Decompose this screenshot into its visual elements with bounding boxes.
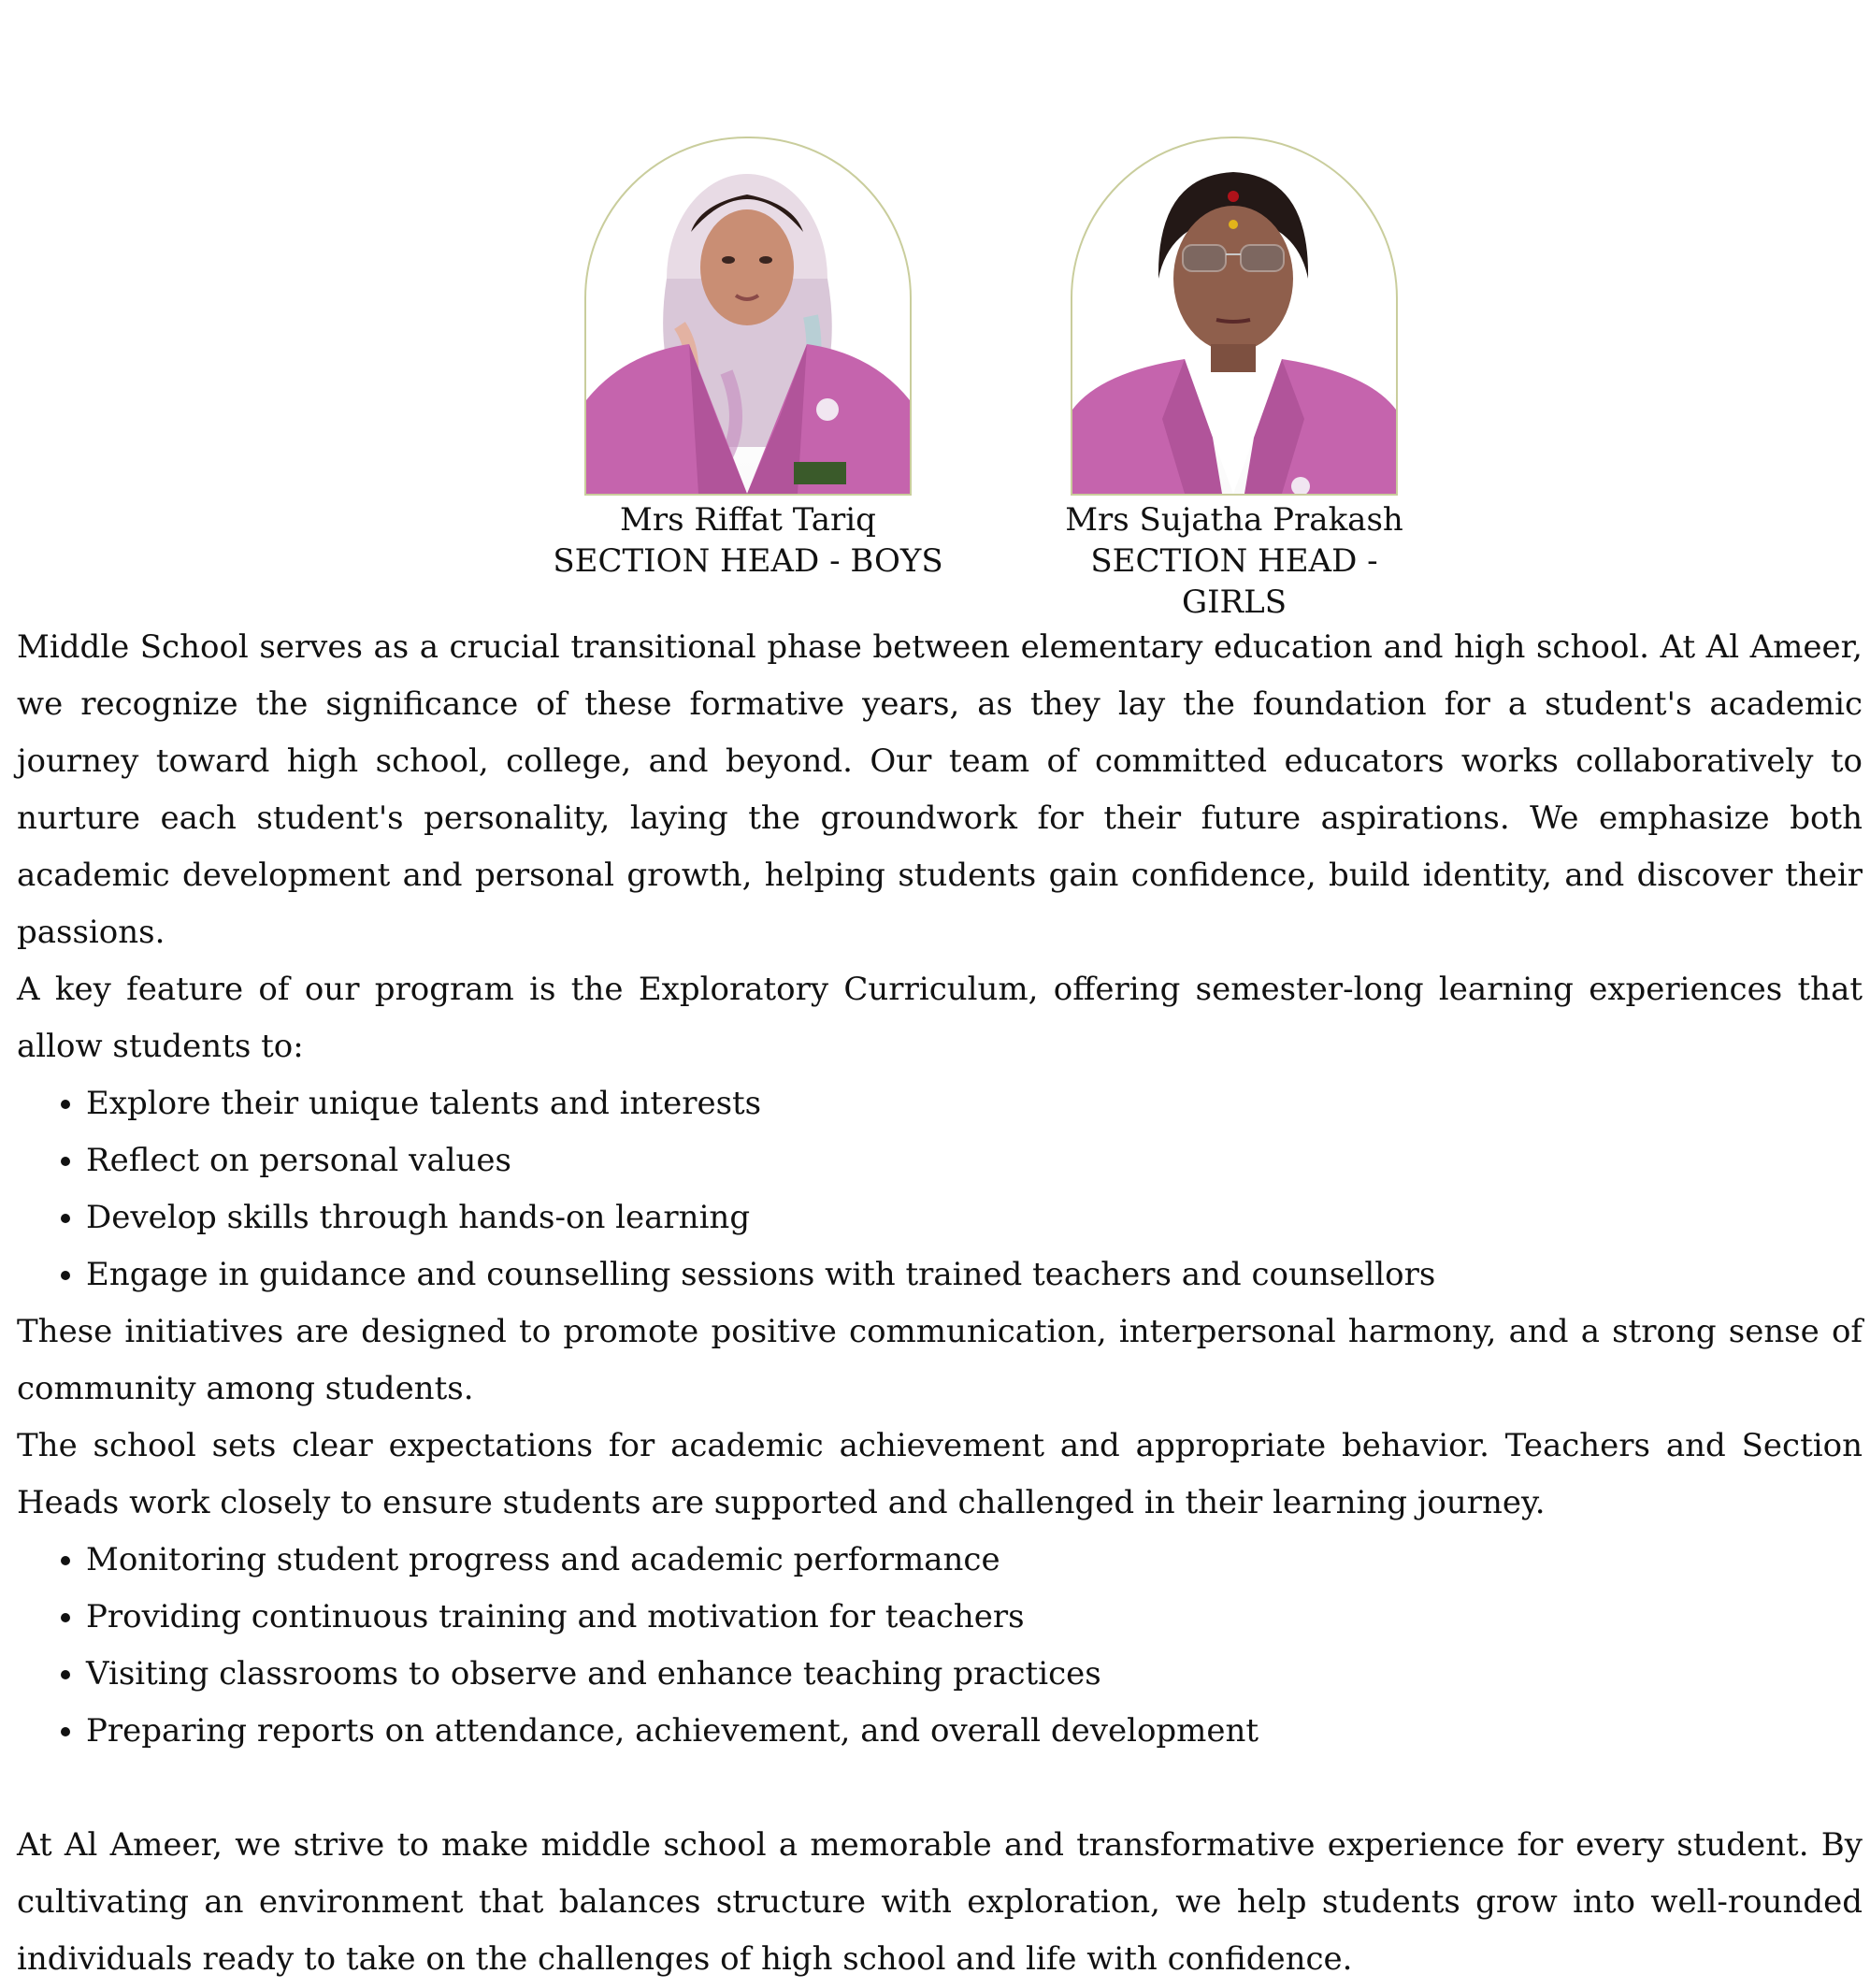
section-heads (0, 137, 1870, 621)
profile-section-head-boys (552, 137, 944, 582)
profile-photo-frame (584, 137, 912, 496)
expectations-paragraph: The school sets clear expectations for academic achievement and appropriate behavior. Teachers and Section Heads work closely to ensure students are supported and challenged in their learning journey. (17, 1427, 1863, 1521)
photo-sujatha-prakash (1072, 138, 1396, 494)
exploratory-lead-paragraph: A key feature of our program is the Exploratory Curriculum, offering semester-long learning experiences that allow students to: (17, 971, 1863, 1065)
list-item: • Visiting classrooms to observe and enhance teaching practices (86, 1646, 1863, 1703)
list-item: • Develop skills through hands-on learning (86, 1189, 1863, 1246)
profile-role: SECTION HEAD - BOYS (553, 542, 943, 580)
list-item: • Monitoring student progress and academic performance (86, 1532, 1863, 1589)
photo-riffat-tariq (586, 138, 910, 494)
profile-section-head-girls (1038, 137, 1431, 623)
list-item: • Engage in guidance and counselling sessions with trained teachers and counsellors (86, 1246, 1863, 1304)
list-item: • Providing continuous training and motivation for teachers (86, 1589, 1863, 1646)
list-item: • Reflect on personal values (86, 1132, 1863, 1189)
profile-name: Mrs Sujatha Prakash (1065, 501, 1403, 539)
list-item: • Preparing reports on attendance, achievement, and overall development (86, 1703, 1863, 1760)
list-item: • Explore their unique talents and interests (86, 1075, 1863, 1132)
initiatives-paragraph: These initiatives are designed to promote positive communication, interpersonal harmony, and a strong sense of community among students. (17, 1313, 1863, 1407)
middle-school-description (17, 619, 1863, 1988)
spacer (17, 1760, 1863, 1817)
intro-paragraph: Middle School serves as a crucial transitional phase between elementary education and high school. At Al Ameer, we recognize the significance of these formative years, as they lay the foundation for a student's academic journey toward high school, college, and beyond. Our team of committed educators works collaboratively to nurture each student's personality, laying the groundwork for their future aspirations. We emphasize both academic development and personal growth, helping students gain confidence, build identity, and discover their passions. (17, 628, 1863, 951)
profile-name: Mrs Riffat Tariq (620, 501, 876, 539)
exploratory-list (17, 1075, 1863, 1304)
profile-role: SECTION HEAD - GIRLS (1090, 542, 1378, 621)
profile-photo-frame (1071, 137, 1398, 496)
section-head-duties-list (17, 1532, 1863, 1760)
closing-paragraph: At Al Ameer, we strive to make middle school a memorable and transformative experience for every student. By cultivating an environment that balances structure with exploration, we help students grow into well-rounded individuals ready to take on the challenges of high school and life with confidence. (17, 1826, 1863, 1978)
